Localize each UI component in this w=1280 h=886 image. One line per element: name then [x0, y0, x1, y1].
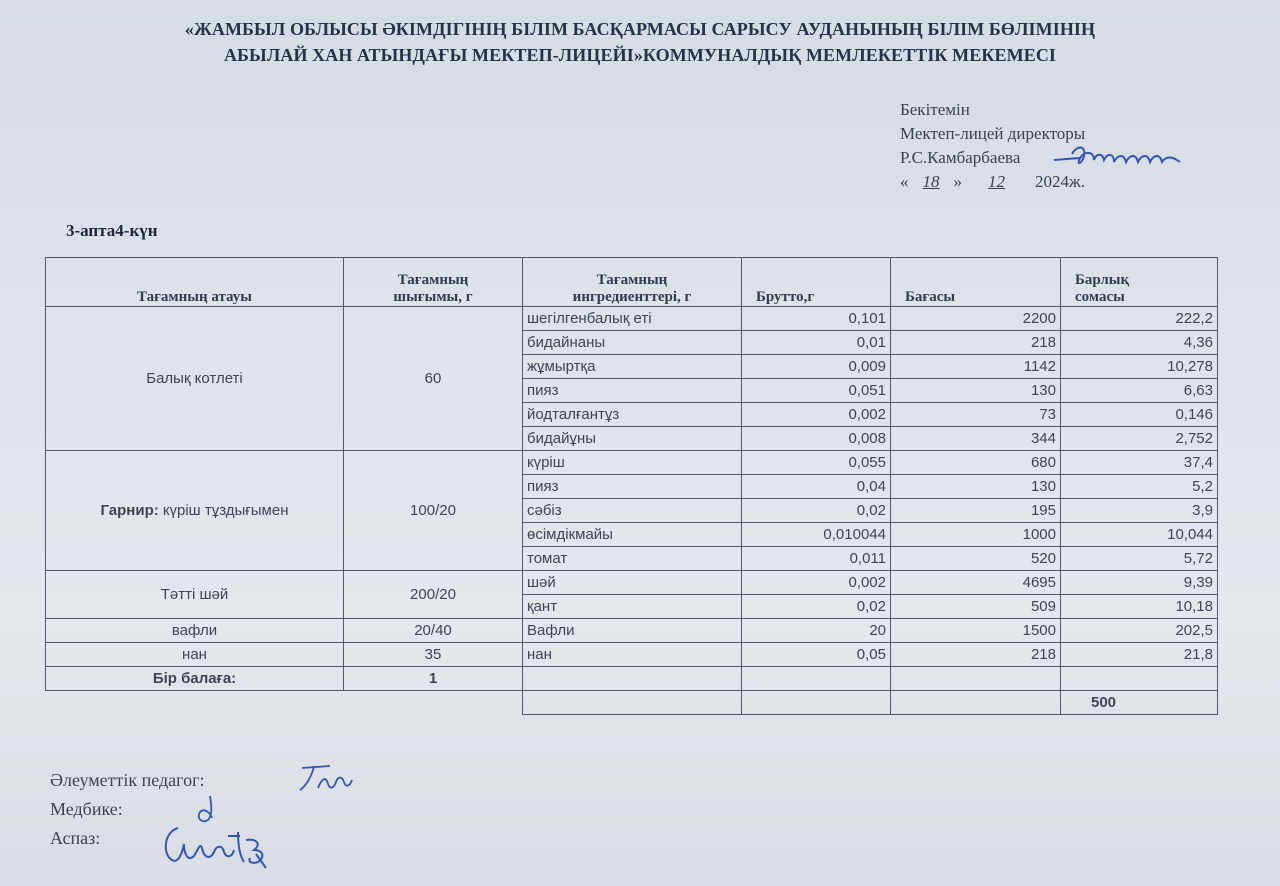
brutto-cell: 0,011 [742, 547, 891, 571]
table-header-row [46, 258, 1218, 307]
col-header-output-line2: шығымы, г [393, 289, 473, 305]
col-header-brutto: Брутто,г [742, 258, 891, 307]
col-header-output [344, 258, 523, 307]
empty-cell [891, 691, 1061, 715]
brutto-cell: 0,04 [742, 475, 891, 499]
dish-output: 20/40 [344, 619, 523, 643]
price-cell: 509 [891, 595, 1061, 619]
ingredient-cell: пияз [523, 379, 742, 403]
dish-output: 100/20 [344, 451, 523, 571]
ingredient-cell: шәй [523, 571, 742, 595]
sum-cell: 37,4 [1061, 451, 1218, 475]
ingredient-cell: бидайнаны [523, 331, 742, 355]
col-header-dish-name: Тағамның атауы [46, 258, 344, 307]
price-cell: 130 [891, 379, 1061, 403]
brutto-cell: 0,05 [742, 643, 891, 667]
director-name: Р.С.Камбарбаева [900, 148, 1021, 167]
empty-cell [344, 691, 523, 715]
dish-name-prefix: Гарнир: [100, 501, 159, 519]
sum-cell: 10,044 [1061, 523, 1218, 547]
table-row [46, 307, 1218, 331]
table-row-per-child [46, 667, 1218, 691]
price-cell: 1142 [891, 355, 1061, 379]
per-child-label: Бір балаға: [46, 667, 344, 691]
ingredient-cell: йодталғантұз [523, 403, 742, 427]
dish-name: вафли [46, 619, 344, 643]
header-line-1: «ЖАМБЫЛ ОБЛЫСЫ ӘКІМДІГІНІҢ БІЛІМ БАСҚАРМАСЫ САРЫСУ АУДАНЫНЫҢ БІЛІМ БӨЛІМІНІҢ [184, 19, 1096, 39]
ingredient-cell: Вафли [523, 619, 742, 643]
date-year: 2024ж. [1035, 172, 1085, 191]
sum-cell: 6,63 [1061, 379, 1218, 403]
dish-output: 200/20 [344, 571, 523, 619]
ingredient-cell: өсімдікмайы [523, 523, 742, 547]
empty-cell [742, 691, 891, 715]
col-header-ingredients-line2: ингредиенттері, г [572, 289, 692, 305]
director-signature [1050, 138, 1190, 178]
brutto-cell: 0,055 [742, 451, 891, 475]
date-day: 18 [922, 172, 940, 191]
sum-cell: 2,752 [1061, 427, 1218, 451]
dish-name [46, 451, 344, 571]
empty-cell [46, 691, 344, 715]
ingredient-cell: сәбіз [523, 499, 742, 523]
table-row [46, 619, 1218, 643]
col-header-sum-line2: сомасы [1075, 289, 1125, 305]
social-pedagogue-label: Әлеуметтік педагог: [50, 770, 205, 790]
empty-cell [523, 691, 742, 715]
brutto-cell: 0,002 [742, 571, 891, 595]
header-line-2: АБЫЛАЙ ХАН АТЫНДАҒЫ МЕКТЕП-ЛИЦЕЙІ»КОММУНАЛДЫҚ МЕМЛЕКЕТТІК МЕКЕМЕСІ [223, 45, 1057, 65]
brutto-cell: 0,010044 [742, 523, 891, 547]
col-header-sum-line1: Барлық [1075, 272, 1130, 288]
sum-cell: 21,8 [1061, 643, 1218, 667]
price-cell: 1500 [891, 619, 1061, 643]
ingredient-cell: шегілгенбалық еті [523, 307, 742, 331]
dish-name: Тәтті шәй [46, 571, 344, 619]
brutto-cell: 0,051 [742, 379, 891, 403]
price-cell: 195 [891, 499, 1061, 523]
dish-name-rest: күріш тұздығымен [158, 501, 289, 519]
social-pedagogue-signature [296, 760, 356, 796]
sum-cell: 4,36 [1061, 331, 1218, 355]
ingredient-cell: нан [523, 643, 742, 667]
empty-cell [523, 667, 742, 691]
col-header-output-line1: Тағамның [397, 272, 469, 288]
brutto-cell: 0,101 [742, 307, 891, 331]
brutto-cell: 20 [742, 619, 891, 643]
price-cell: 218 [891, 331, 1061, 355]
sum-cell: 222,2 [1061, 307, 1218, 331]
price-cell: 130 [891, 475, 1061, 499]
ingredient-cell: томат [523, 547, 742, 571]
sum-cell: 10,278 [1061, 355, 1218, 379]
price-cell: 2200 [891, 307, 1061, 331]
ingredient-cell: қант [523, 595, 742, 619]
col-header-ingredients-line1: Тағамның [596, 272, 668, 288]
sum-cell: 5,2 [1061, 475, 1218, 499]
cook-signature [158, 818, 282, 872]
brutto-cell: 0,002 [742, 403, 891, 427]
cook-label: Аспаз: [50, 828, 101, 848]
dish-name: нан [46, 643, 344, 667]
price-cell: 218 [891, 643, 1061, 667]
sum-cell: 3,9 [1061, 499, 1218, 523]
brutto-cell: 0,02 [742, 595, 891, 619]
sum-cell: 10,18 [1061, 595, 1218, 619]
table-row [46, 643, 1218, 667]
price-cell: 4695 [891, 571, 1061, 595]
brutto-cell: 0,009 [742, 355, 891, 379]
sum-cell: 202,5 [1061, 619, 1218, 643]
empty-cell [1061, 667, 1218, 691]
price-cell: 73 [891, 403, 1061, 427]
brutto-cell: 0,02 [742, 499, 891, 523]
approval-label: Бекітемін [900, 100, 970, 119]
dish-output: 35 [344, 643, 523, 667]
sum-cell: 9,39 [1061, 571, 1218, 595]
sum-cell: 0,146 [1061, 403, 1218, 427]
empty-cell [742, 667, 891, 691]
table-row-total [46, 691, 1218, 715]
table-row [46, 571, 1218, 595]
table-row [46, 451, 1218, 475]
price-cell: 1000 [891, 523, 1061, 547]
col-header-ingredients [523, 258, 742, 307]
date-close-quote: » [953, 172, 962, 191]
dish-name: Балық котлеті [46, 307, 344, 451]
ingredient-cell: жұмыртқа [523, 355, 742, 379]
ingredient-cell: бидайұны [523, 427, 742, 451]
col-header-sum [1061, 258, 1218, 307]
week-day-label: 3-апта4-күн [66, 221, 158, 240]
brutto-cell: 0,008 [742, 427, 891, 451]
per-child-count: 1 [344, 667, 523, 691]
ingredient-cell: пияз [523, 475, 742, 499]
ingredient-cell: күріш [523, 451, 742, 475]
price-cell: 344 [891, 427, 1061, 451]
nurse-label: Медбике: [50, 799, 123, 819]
empty-cell [891, 667, 1061, 691]
menu-table [45, 257, 1218, 715]
brutto-cell: 0,01 [742, 331, 891, 355]
sum-cell: 5,72 [1061, 547, 1218, 571]
price-cell: 680 [891, 451, 1061, 475]
director-title: Мектеп-лицей директоры [900, 124, 1086, 143]
col-header-price: Бағасы [891, 258, 1061, 307]
price-cell: 520 [891, 547, 1061, 571]
date-open-quote: « [900, 172, 909, 191]
total-sum: 500 [1061, 691, 1218, 715]
date-month: 12 [988, 172, 1005, 191]
document-header [0, 16, 1280, 68]
dish-output: 60 [344, 307, 523, 451]
